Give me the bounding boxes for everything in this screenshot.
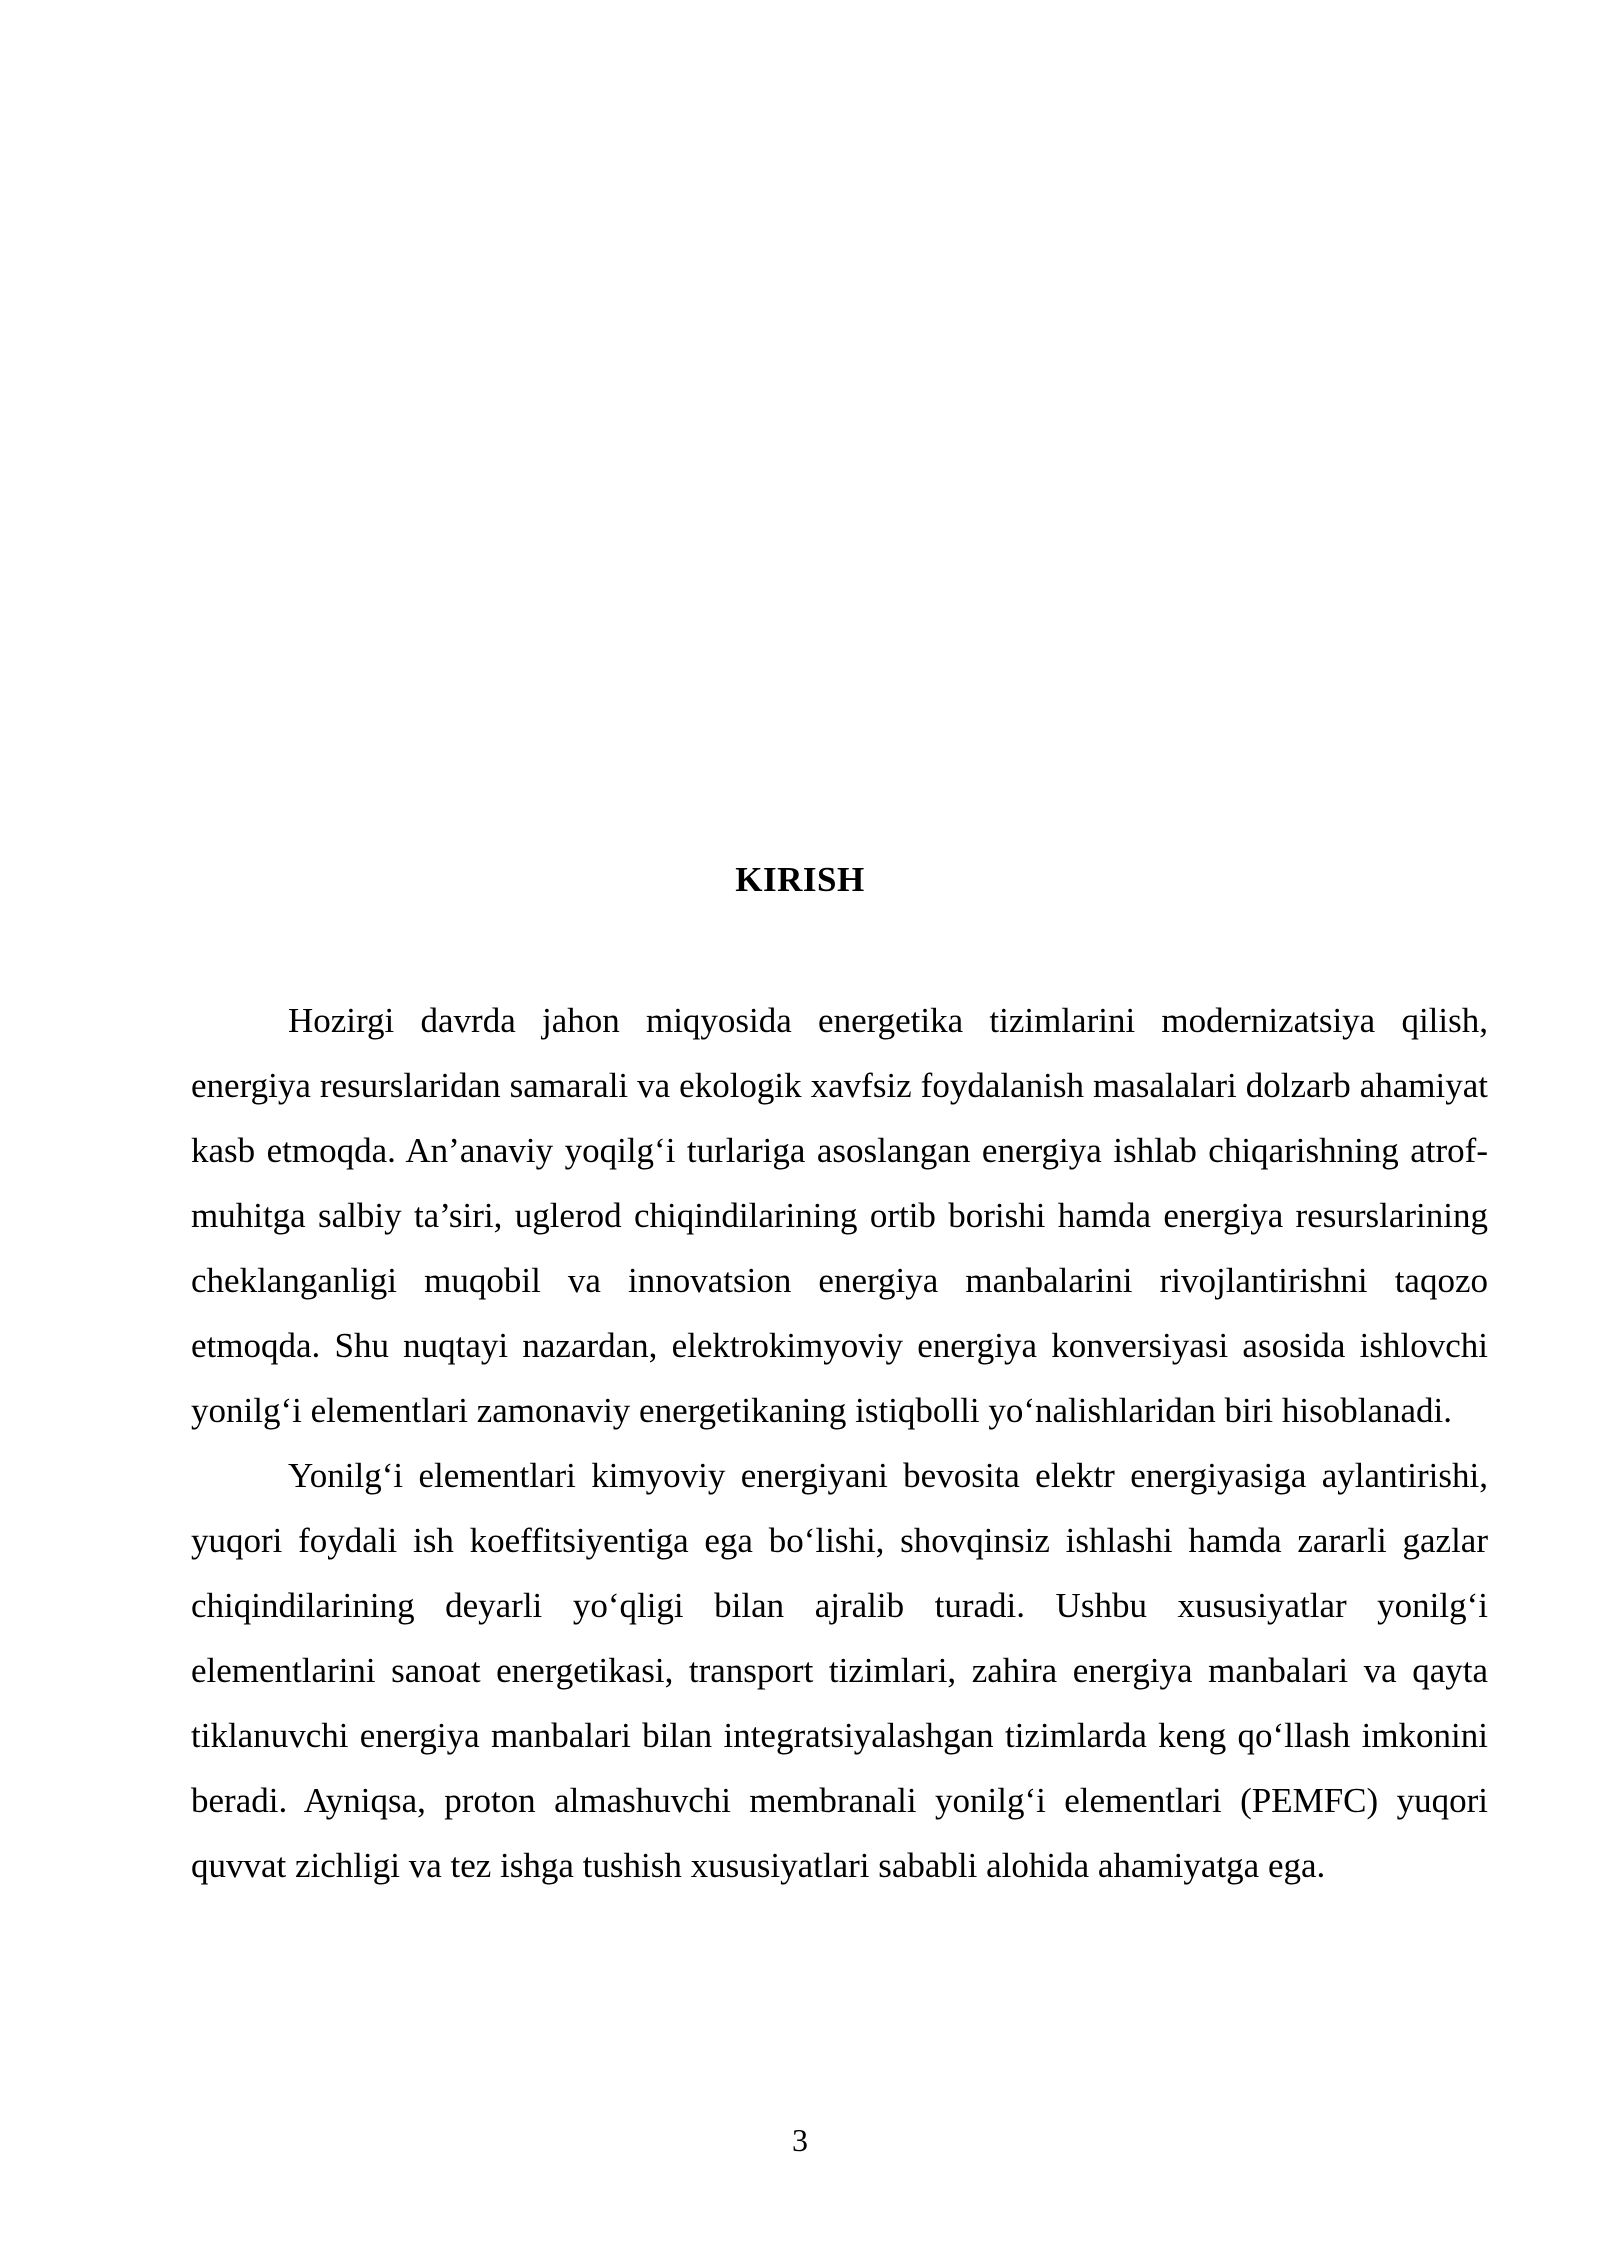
paragraph-1: Hozirgi davrda jahon miqyosida energetika tizimlarini modernizatsiya qilish, energiya resurslaridan samarali va ekologik xavfsiz foydalanish masalalari dolzarb ahamiyat kasb etmoqda. An’anaviy yoqilg‘i turlariga asoslangan energiya ishlab chiqarishning atrof-muhitga salbiy ta’siri, uglerod chiqindilarining ortib borishi hamda energiya resurslarining cheklanganligi muqobil va innovatsion energiya manbalarini rivojlantirishni taqozo etmoqda. Shu nuqtayi nazardan, elektrokimyoviy energiya konversiyasi asosida ishlovchi yonilg‘i elementlari zamonaviy energetikaning istiqbolli yo‘nalishlaridan biri hisoblanadi. <box>191 1001 1488 1430</box>
paragraph-2: Yonilg‘i elementlari kimyoviy energiyani bevosita elektr energiyasiga aylantirishi, yuqori foydali ish koeffitsiyentiga ega bo‘lishi, shovqinsiz ishlashi hamda zararli gazlar chiqindilarining deyarli yo‘qligi bilan ajralib turadi. Ushbu xususiyatlar yonilg‘i elementlarini sanoat energetikasi, transport tizimlari, zahira energiya manbalari va qayta tiklanuvchi energiya manbalari bilan integratsiyalashgan tizimlarda keng qo‘llash imkonini beradi. Ayniqsa, proton almashuvchi membranali yonilg‘i elementlari (PEMFC) yuqori quvvat zichligi va tez ishga tushish xususiyatlari sababli alohida ahamiyatga ega. <box>191 1456 1488 1885</box>
page-number: 3 <box>792 2122 808 2158</box>
section-heading: KIRISH <box>735 860 865 899</box>
body-text <box>191 988 1488 1898</box>
